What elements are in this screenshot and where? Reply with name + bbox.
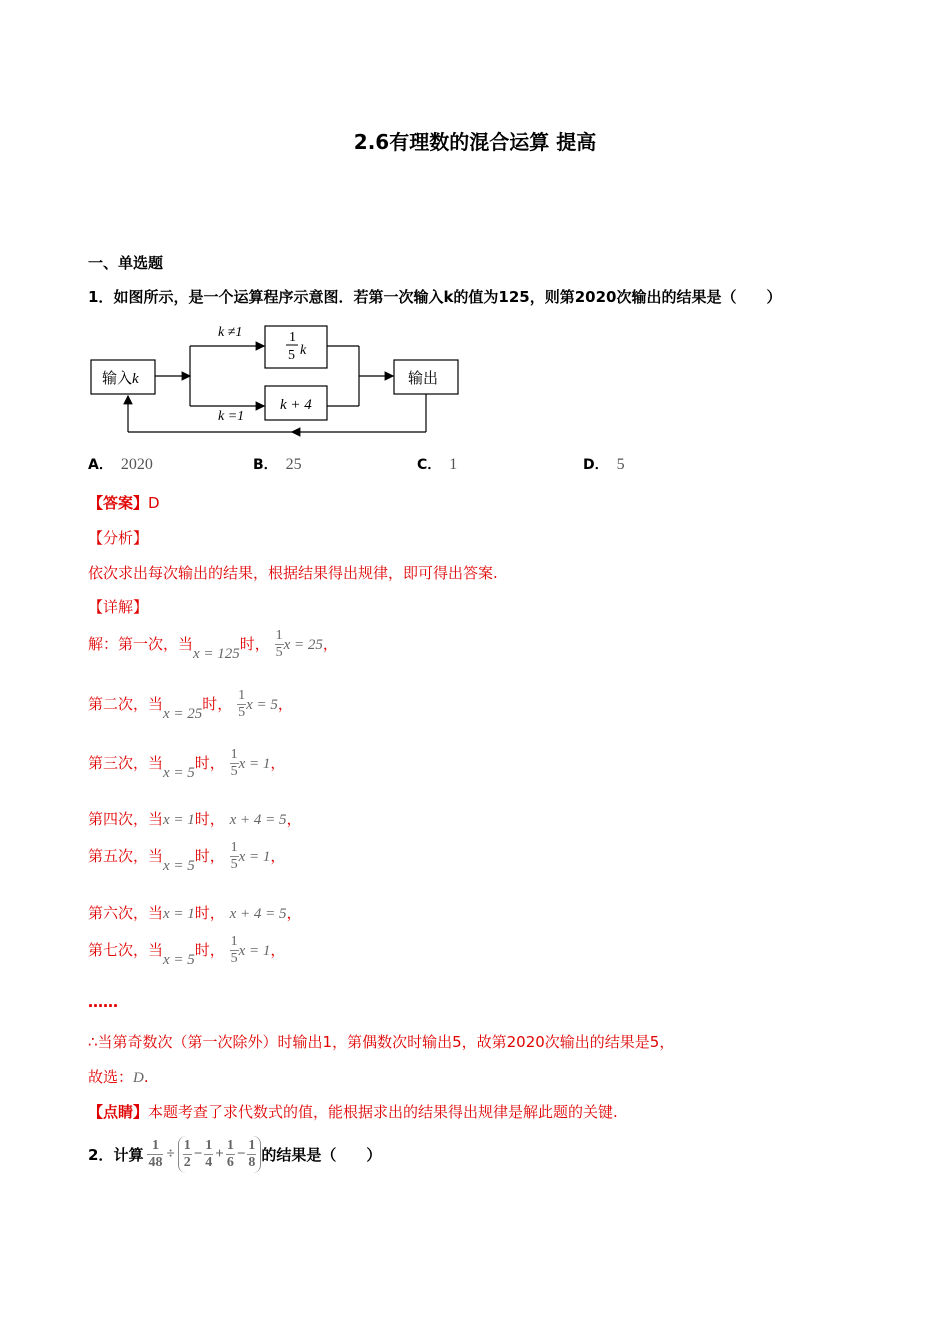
- step-5: 第五次，当x = 5时， $\frac{1}{5}$ x = 1，: [88, 840, 286, 874]
- flowchart-diagram: [86, 318, 466, 440]
- add-box-label: k + 4: [280, 397, 312, 413]
- answer-line: 【答案】D: [88, 494, 160, 512]
- condition-not-one: k ≠1: [218, 325, 243, 340]
- question-number: 2．: [88, 1146, 114, 1164]
- option-b[interactable]: B． 25: [253, 456, 302, 473]
- divide-box-var: k: [300, 343, 307, 358]
- step-3: 第三次，当x = 5时， $\frac{1}{5}$ x = 1，: [88, 747, 286, 781]
- comment-line: 【点睛】本题考查了求代数式的值，能根据求出的结果得出规律是解此题的关键.: [88, 1103, 618, 1121]
- divide-box-den: 5: [288, 348, 295, 363]
- question-prefix: 计算: [113, 1146, 144, 1164]
- input-label: 输入k: [102, 371, 139, 387]
- divide-box-num: 1: [289, 330, 296, 345]
- answer-value: D: [148, 494, 160, 512]
- question-suffix: 的结果是（ ）: [261, 1146, 382, 1164]
- detail-heading: 【详解】: [88, 598, 149, 616]
- condition-one: k =1: [218, 409, 245, 424]
- step-1: 解：第一次，当x = 125时， $\frac{1}{5}$ x = 25，: [88, 628, 338, 662]
- ellipsis: ……: [88, 993, 118, 1011]
- output-label: 输出: [408, 371, 439, 387]
- step-4: 第四次，当x = 1时， x + 4 = 5，: [88, 810, 302, 828]
- step-6: 第六次，当x = 1时， x + 4 = 5，: [88, 904, 302, 922]
- parenthesis-group: $\frac{1}{2}$ − $\frac{1}{4}$ + $\frac{1}{6}$ − $\frac{1}{8}$: [178, 1136, 262, 1173]
- option-c[interactable]: C． 1: [417, 456, 458, 473]
- option-a[interactable]: A． 2020: [88, 456, 153, 473]
- page-title: 2.6有理数的混合运算 提高: [353, 130, 597, 154]
- section-heading: 一、单选题: [88, 254, 164, 272]
- step-2: 第二次，当x = 25时， $\frac{1}{5}$ x = 5，: [88, 688, 293, 722]
- question-1: [88, 286, 781, 307]
- question-2: 2． 计算 $\frac{1}{48}$ ÷ $\frac{1}{2}$ − $\frac{1}{4}$ + $\frac{1}{6}$ − $\frac{1}{8}$ 的结果是（ ）: [88, 1136, 381, 1173]
- conclusion-text: ∴当第奇数次（第一次除外）时输出1，第偶数次时输出5，故第2020次输出的结果是5，: [88, 1033, 675, 1051]
- choose-line: 故选：D.: [88, 1068, 149, 1086]
- analysis-heading: 【分析】: [88, 529, 149, 547]
- option-d[interactable]: D． 5: [583, 456, 625, 473]
- question-number: 1．: [88, 288, 114, 306]
- question-text: 如图所示，是一个运算程序示意图．若第一次输入k的值为125，则第2020次输出的结果是（ ）: [113, 288, 782, 306]
- divide-box: [265, 326, 327, 368]
- analysis-text: 依次求出每次输出的结果，根据结果得出规律，即可得出答案.: [88, 564, 498, 582]
- step-7: 第七次，当x = 5时， $\frac{1}{5}$ x = 1，: [88, 934, 286, 968]
